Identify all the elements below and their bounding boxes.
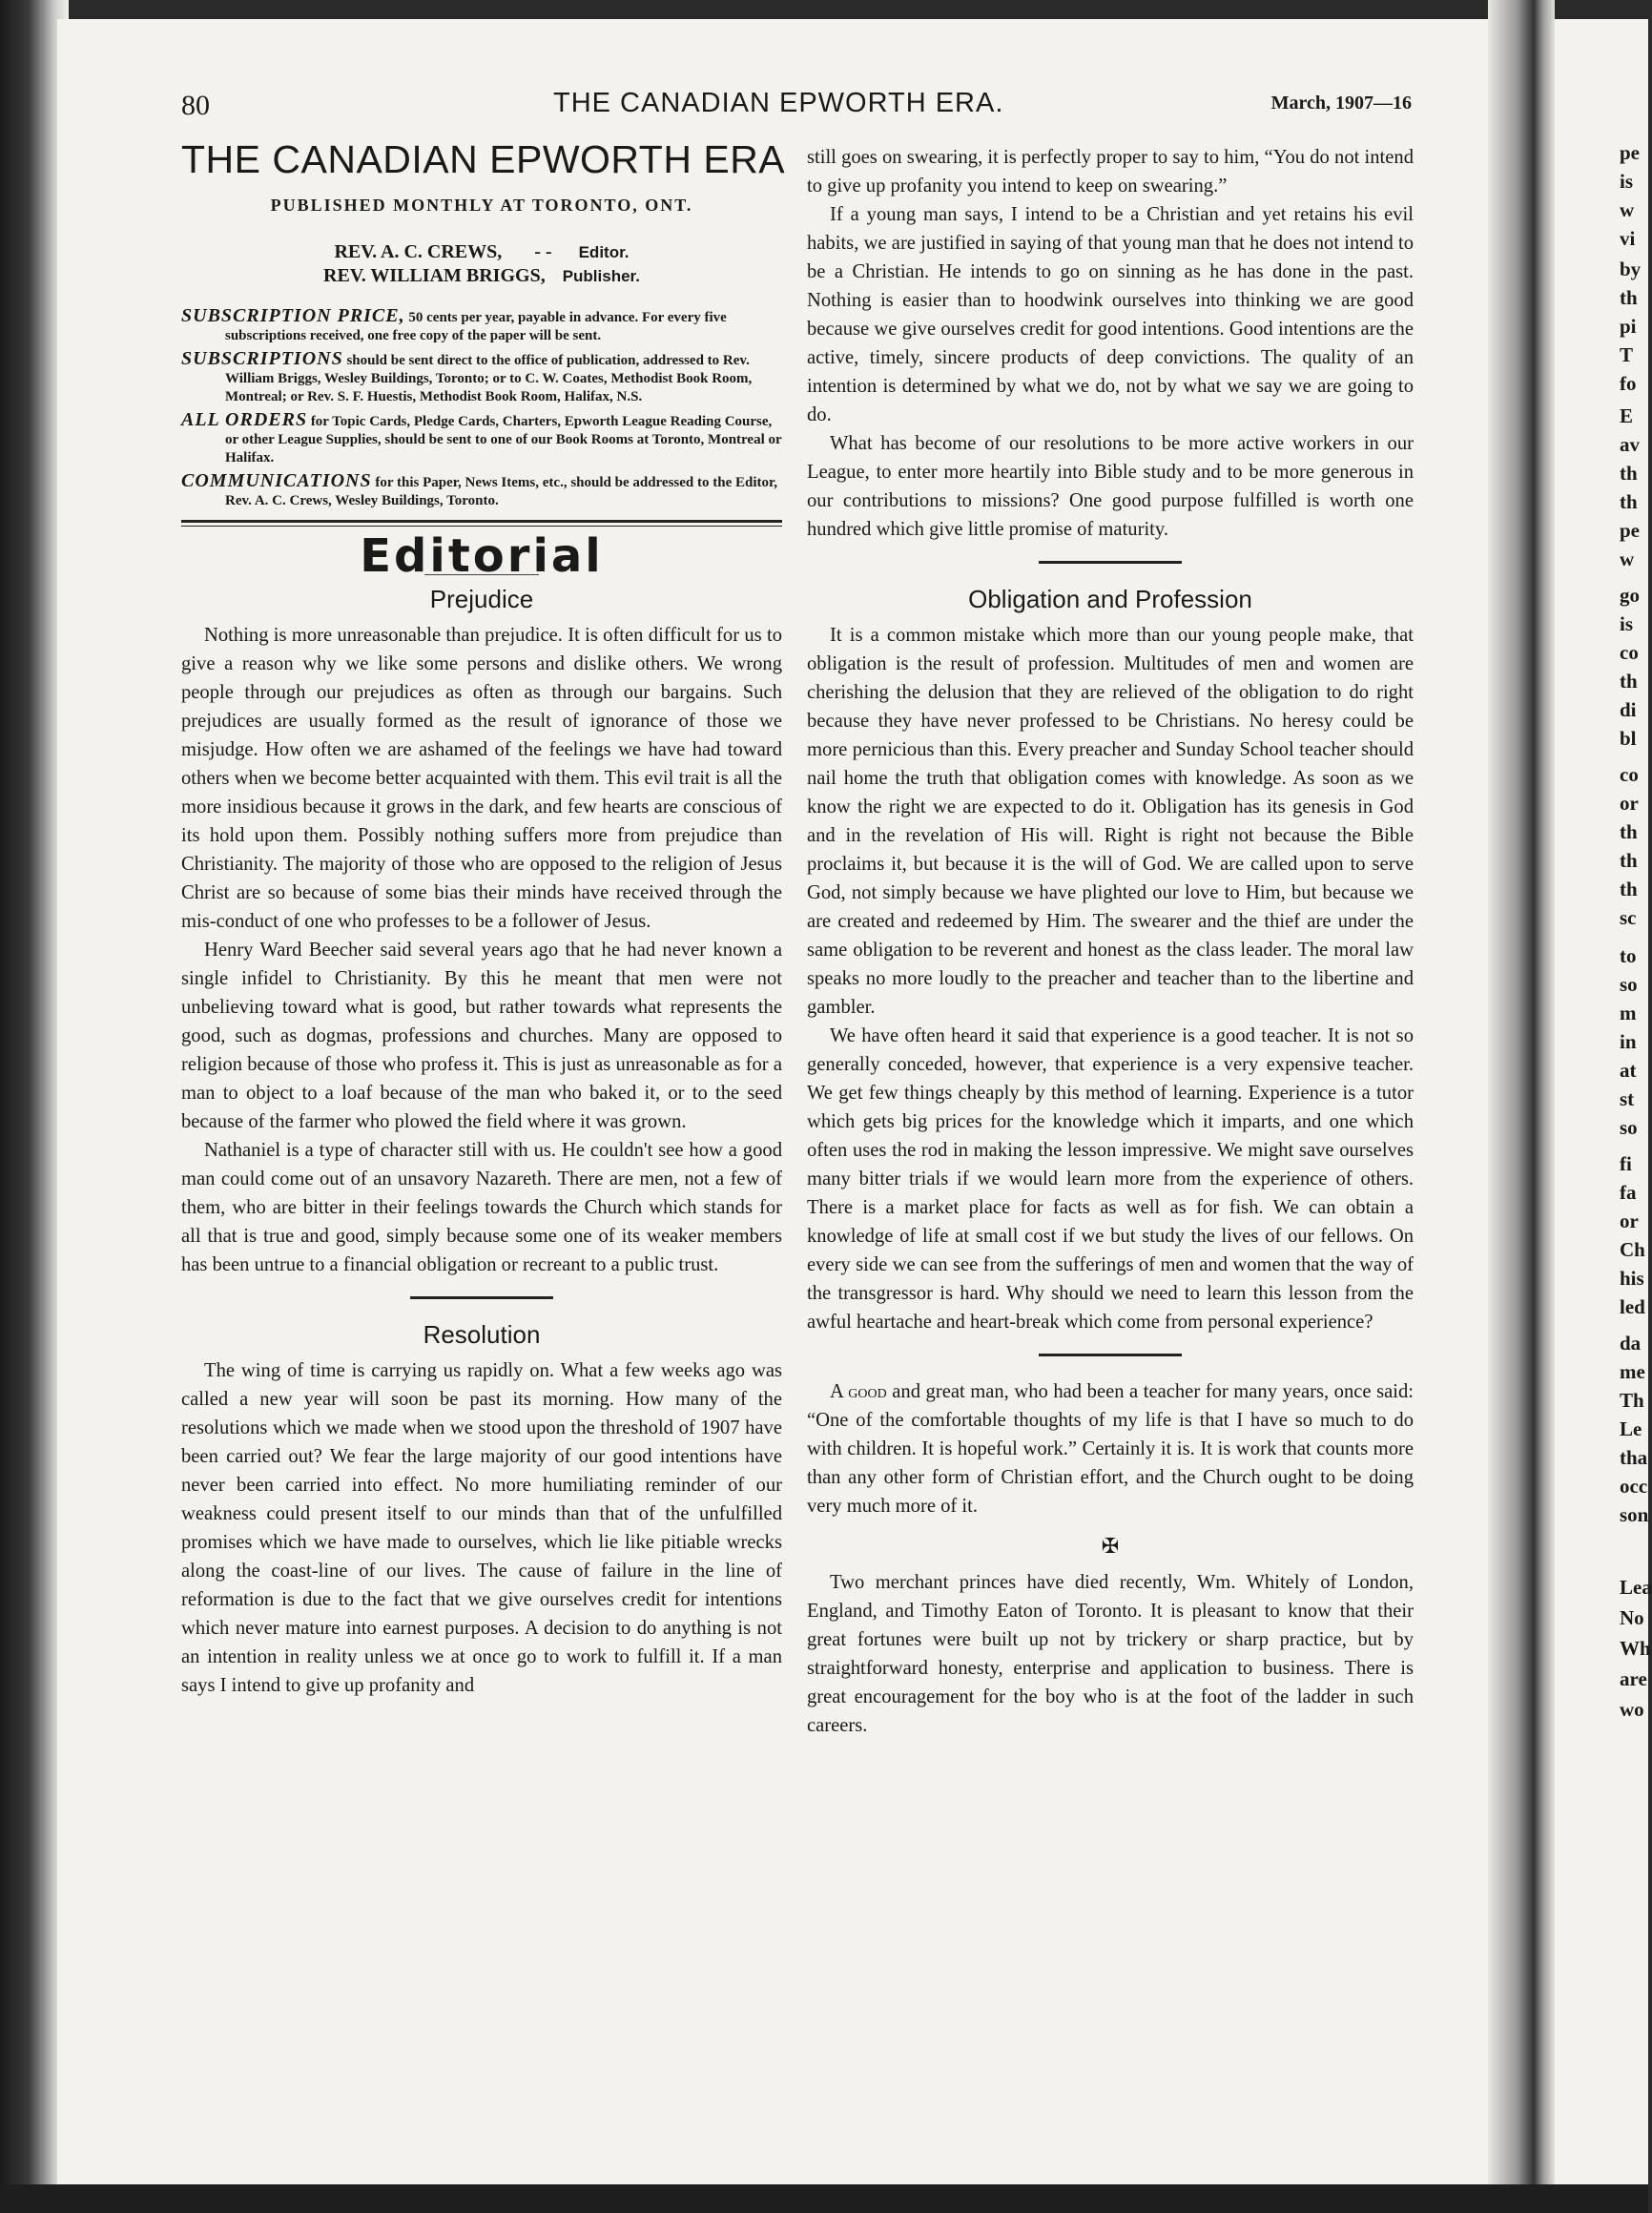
bottom-scan-edge (0, 2184, 1648, 2213)
next-page-text-fragment: or (1620, 1210, 1639, 1232)
next-page-text-fragment: to (1620, 944, 1637, 967)
next-page-text-fragment: co (1620, 763, 1639, 786)
next-page-text-fragment: fa (1620, 1181, 1637, 1204)
next-page-text-fragment: Le (1620, 1417, 1642, 1440)
next-page-text-fragment: w (1620, 198, 1635, 221)
staff-box (181, 240, 782, 288)
next-page-text-fragment: son (1620, 1503, 1649, 1526)
right-column (807, 143, 1414, 1740)
editor-role: Editor. (578, 243, 630, 261)
next-page-text-fragment: wo (1620, 1698, 1644, 1721)
next-page-text-fragment: so (1620, 1116, 1638, 1139)
page-number: 80 (181, 90, 210, 121)
section-divider (1039, 1354, 1182, 1356)
resolution-paragraph: The wing of time is carrying us rapidly on. What a few weeks ago was called a new year will soon be past its morning. How many of the resolutions which we made when we stood upon the threshold of 1907 have been carried out? We fear the large majority of our good intentions have never been carried into effect. No more humiliating reminder of our weakness could present itself to our minds than that of the unfulfilled promises which we have made to ourselves, which lie like pitiable wrecks along the coast-line of our lives. The cause of failure in the line of reformation is due to the fact that we give ourselves credit for intentions which never mature into earnest purposes. A decision to do anything is not an intention in reality unless we at once go to work to fulfill it. If a man says I intend to give up profanity and (181, 1360, 782, 1696)
notice-communications: COMMUNICATIONS for this Paper, News Items, etc., should be addressed to the Editor, Rev. A. C. Crews, Wesley Buildings, Toronto. (181, 470, 778, 508)
next-page-text-fragment: at (1620, 1059, 1637, 1082)
next-page-text-fragment: is (1620, 170, 1634, 193)
book-gutter (1488, 0, 1555, 2213)
issue-date: March, 1907—16 (1270, 93, 1412, 114)
next-page-text-fragment: di (1620, 698, 1637, 721)
next-page-text-fragment: vi (1620, 227, 1636, 250)
next-page-text-fragment: are (1620, 1667, 1647, 1690)
next-page-text-fragment: th (1620, 670, 1638, 693)
next-page-text-fragment: Th (1620, 1389, 1644, 1412)
next-page-fragment (1555, 19, 1652, 2184)
published-line: PUBLISHED MONTHLY AT TORONTO, ONT. (270, 196, 693, 215)
next-page-text-fragment: in (1620, 1030, 1637, 1053)
resolution-paragraph-continued: still goes on swearing, it is perfectly proper to say to him, “You do not intend to give up profanity you intend to keep on swearing.” (807, 147, 1414, 196)
obligation-paragraph: It is a common mistake which more than our young people make, that obligation is the result of profession. Multitudes of men and women are cherishing the delusion that they are relieved of the obligation to do right because they have never professed to be Christians. No heresy could be more pernicious than this. Every preacher and Sunday School teacher should nail home the truth that obligation comes with knowledge. As soon as we know the right we are expected to do it. Obligation has its genesis in God and in the revelation of His will. Right is right not because the Bible proclaims it, but because it is the will of God. We are called upon to serve God, not simply because we have plighted our love to Him, but because we are created and redeemed by Him. The swearer and the thief are under the same obligation to be reverent and honest as the class leader. The moral law speaks no more loudly to the preacher and teacher than to the libertine and gambler. (807, 625, 1414, 1018)
next-page-text-fragment: so (1620, 973, 1638, 996)
next-page-text-fragment: is (1620, 612, 1634, 635)
prejudice-paragraph: Henry Ward Beecher said several years ago that he had never known a single infidel to Christianity. By this he meant that men were not unbelieving toward what is good, but rather towards what represents the good, such as dogmas, professions and churches. Many are opposed to religion because of those who profess it. This is just as unreasonable as for a man to object to a loaf because of the man who baked it, or to the seed because of the farmer who plowed the field where it was grown. (181, 940, 782, 1132)
next-page-text-fragment: sc (1620, 906, 1637, 929)
next-page-text-fragment: or (1620, 792, 1639, 815)
next-page-text-fragment: fi (1620, 1152, 1632, 1175)
next-page-text-fragment: occ (1620, 1475, 1648, 1498)
next-page-text-fragment: Lea (1620, 1576, 1652, 1599)
editor-dashes: - - (534, 241, 552, 262)
masthead-title: THE CANADIAN EPWORTH ERA (181, 137, 786, 181)
left-column (181, 137, 786, 1700)
next-page-text-fragment: his (1620, 1267, 1644, 1290)
next-page-text-fragment: th (1620, 490, 1638, 513)
next-page-text-fragment: w (1620, 548, 1635, 570)
next-page-text-fragment: fo (1620, 372, 1637, 395)
running-title: THE CANADIAN EPWORTH ERA. (553, 88, 1004, 118)
next-page-text-fragment: st (1620, 1087, 1635, 1110)
publisher-row (181, 264, 782, 288)
running-head (181, 90, 1412, 128)
prejudice-paragraph: Nathaniel is a type of character still with us. He couldn't see how a good man could come out of an unsavory Nazareth. There are men, not a few of them, who are bitter in their feelings towards the Church which stands for all that is true and good, simply because some one of its weaker members has been untrue to a financial obligation or recreant to a public trust. (181, 1140, 782, 1275)
merchants-paragraph: Two merchant princes have died recently, Wm. Whitely of London, England, and Timothy Eaton of Toronto. It is pleasant to know that their great fortunes were built up not by trickery or sharp practice, but by straightforward honesty, enterprise and application to business. There is great encouragement for the boy who is at the foot of the ladder in such careers. (807, 1572, 1414, 1736)
good-man-lead: A good (830, 1381, 887, 1402)
next-page-text-fragment: bl (1620, 727, 1637, 750)
editor-row (181, 240, 782, 264)
publisher-role: Publisher. (562, 267, 640, 285)
editorial-heading: Editorial (360, 529, 604, 583)
next-page-text-fragment: by (1620, 258, 1642, 280)
notice-subscriptions: SUBSCRIPTIONS should be sent direct to the office of publication, addressed to Rev. William Briggs, Wesley Buildings, Toronto; or to C. W. Coates, Methodist Book Room, Montreal; or Rev. S. F. Huestis, Methodist Book Room, Halifax, N.S. (181, 348, 753, 404)
next-page-text-fragment: E (1620, 404, 1634, 427)
next-page-text-fragment: th (1620, 462, 1638, 485)
resolution-paragraph: If a young man says, I intend to be a Christian and yet retains his evil habits, we are justified in saying of that young man that he does not intend to be a Christian. He intends to go on sinning as he has done in the past. Nothing is easier than to hoodwink ourselves into thinking we are good because we give ourselves credit for good intentions. Good intentions are the active, timely, sincere products of deep convictions. The quality of an intention is determined by what we do, not by what we say we are going to do. (807, 204, 1414, 425)
next-page-text-fragment: pe (1620, 519, 1640, 542)
resolution-paragraph: What has become of our resolutions to be more active workers in our League, to enter more heartily into Bible study and to be more generous in our contributions to missions? One good purpose fulfilled is worth one hundred which give little promise of maturity. (807, 433, 1414, 540)
good-man-paragraph (807, 1377, 1414, 1520)
next-page-text-fragment: pi (1620, 315, 1637, 338)
next-page-text-fragment: th (1620, 878, 1638, 900)
next-page-text-fragment: m (1620, 1002, 1637, 1024)
good-man-text: and great man, who had been a teacher for many years, once said: “One of the comfortable thoughts of my life is that I have so much to do with children. It is hopeful work.” Certainly it is. It is work that counts more than any other form of Christian effort, and the Church ought to be doing very much more of it. (807, 1381, 1414, 1517)
next-page-text-fragment: th (1620, 849, 1638, 872)
prejudice-heading: Prejudice (429, 585, 534, 613)
notice-all-orders: ALL ORDERS for Topic Cards, Pledge Cards, Charters, Epworth League Reading Course, or other League Supplies, should be sent to one of our Book Rooms at Toronto, Montreal or Halifax. (181, 409, 782, 465)
next-page-text-fragment: pe (1620, 141, 1640, 164)
next-page-text-fragment: No (1620, 1606, 1644, 1629)
obligation-paragraph: We have often heard it said that experience is a good teacher. It is not so generally conceded, however, that experience is a very expensive teacher. We get few things cheaply by this method of learning. Experience is a tutor which gets big prices for the knowledge which it imparts, and one which often uses the rod in making the lesson impressive. We might save ourselves many bitter trials if we would learn more from the experience of others. There is a market place for facts as well as for fish. We can obtain a knowledge of life at small cost if we but study the lives of our fellows. On every side we can see from the sufferings of men and women that the way of the transgressor is hard. Why should we need to learn this lesson from the awful heartache and heart-break which come from personal experience? (807, 1025, 1414, 1333)
next-page-text-fragment: co (1620, 641, 1639, 664)
next-page-text-fragment: go (1620, 584, 1640, 607)
next-page-text-fragment: Wh (1620, 1637, 1651, 1660)
next-page-text-fragment: tha (1620, 1446, 1648, 1469)
section-divider (410, 1296, 553, 1299)
next-page-text-fragment: led (1620, 1295, 1645, 1318)
next-page-text-fragment: da (1620, 1332, 1642, 1355)
masthead-rule (181, 520, 782, 527)
notices (181, 307, 782, 510)
maltese-cross-ornament: ✠ (1101, 1534, 1120, 1558)
next-page-text-fragment: th (1620, 286, 1638, 309)
obligation-heading: Obligation and Profession (968, 585, 1252, 613)
publisher-name: REV. WILLIAM BRIGGS, (323, 265, 546, 286)
next-page-text-fragment: Ch (1620, 1238, 1645, 1261)
next-page-text-fragment: T (1620, 343, 1634, 366)
next-page-text-fragment: th (1620, 820, 1638, 843)
resolution-heading: Resolution (423, 1320, 541, 1349)
next-page-text-fragment: av (1620, 433, 1640, 456)
section-divider (1039, 561, 1182, 564)
prejudice-paragraph: Nothing is more unreasonable than prejudice. It is often difficult for us to give a reason why we like some persons and dislike others. We wrong people through our prejudices as often as through our bargains. Such prejudices are usually formed as the result of ignorance of those we misjudge. How often we are ashamed of the feelings we have had toward others when we become better acquainted with them. This evil trait is all the more insidious because it grows in the dark, and few hearts are conscious of its hold upon them. Possibly nothing suffers more from prejudice than Christianity. The majority of those who are opposed to the religion of Jesus Christ are so because of some bias their minds have received through the mis-conduct of one who professes to be a follower of Jesus. (181, 625, 782, 932)
next-page-text-fragment: me (1620, 1360, 1645, 1383)
notice-subscription-price: SUBSCRIPTION PRICE, 50 cents per year, payable in advance. For every five subscriptions received, one free copy of the paper will be sent. (181, 305, 727, 343)
editor-name: REV. A. C. CREWS, (334, 241, 503, 262)
